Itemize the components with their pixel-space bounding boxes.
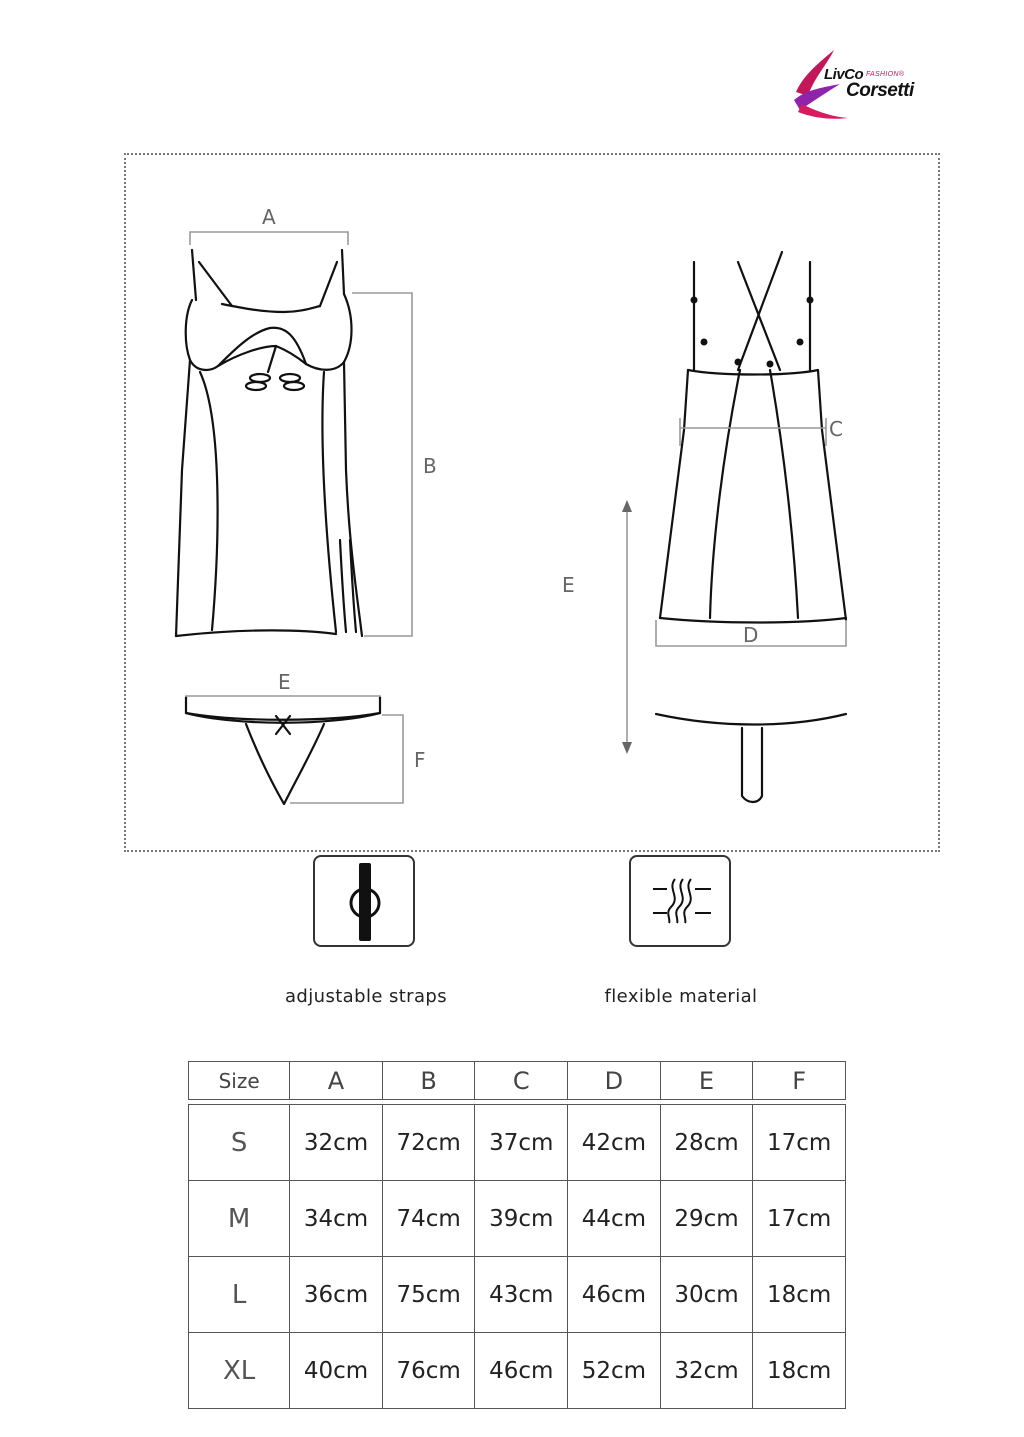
table-row: [189, 1257, 846, 1333]
value-cell: 18cm: [753, 1257, 846, 1333]
feature-label-flexible-material: flexible material: [604, 986, 758, 1007]
label-e-length: E: [562, 573, 575, 597]
size-chart-table: [188, 1061, 846, 1409]
value-cell: 28cm: [660, 1105, 753, 1181]
value-cell: 75cm: [382, 1257, 475, 1333]
label-b: B: [423, 454, 437, 478]
brand-tagline: FASHION®: [866, 71, 905, 78]
label-a: A: [262, 205, 276, 229]
value-cell: 17cm: [753, 1181, 846, 1257]
chemise-front-drawing: [176, 250, 362, 636]
brand-name-line1: LivCo: [824, 66, 864, 83]
value-cell: 46cm: [475, 1333, 568, 1409]
header-size: Size: [189, 1062, 290, 1100]
thong-drawing: [186, 697, 380, 804]
value-cell: 40cm: [290, 1333, 383, 1409]
value-cell: 18cm: [753, 1333, 846, 1409]
value-cell: 37cm: [475, 1105, 568, 1181]
value-cell: 17cm: [753, 1105, 846, 1181]
value-cell: 76cm: [382, 1333, 475, 1409]
label-c: C: [829, 417, 843, 441]
table-row: [189, 1181, 846, 1257]
value-cell: 42cm: [568, 1105, 661, 1181]
table-row: [189, 1105, 846, 1181]
table-row: [189, 1333, 846, 1409]
value-cell: 32cm: [290, 1105, 383, 1181]
value-cell: 36cm: [290, 1257, 383, 1333]
header-f: F: [753, 1062, 846, 1100]
size-cell: S: [189, 1105, 290, 1181]
value-cell: 46cm: [568, 1257, 661, 1333]
label-f: F: [414, 748, 426, 772]
chemise-back-drawing: [656, 252, 846, 802]
value-cell: 74cm: [382, 1181, 475, 1257]
brand-name-line2: Corsetti: [846, 80, 914, 101]
header-c: C: [475, 1062, 568, 1100]
size-cell: XL: [189, 1333, 290, 1409]
header-a: A: [290, 1062, 383, 1100]
value-cell: 72cm: [382, 1105, 475, 1181]
table-header-row: [189, 1062, 846, 1100]
value-cell: 30cm: [660, 1257, 753, 1333]
flexible-material-icon: [629, 855, 731, 947]
label-d: D: [743, 623, 759, 647]
adjustable-strap-icon: [313, 855, 415, 947]
value-cell: 32cm: [660, 1333, 753, 1409]
header-b: B: [382, 1062, 475, 1100]
value-cell: 44cm: [568, 1181, 661, 1257]
value-cell: 39cm: [475, 1181, 568, 1257]
feature-label-adjustable-straps: adjustable straps: [284, 986, 448, 1007]
size-cell: M: [189, 1181, 290, 1257]
value-cell: 52cm: [568, 1333, 661, 1409]
header-e: E: [660, 1062, 753, 1100]
label-e-thong: E: [278, 670, 291, 694]
value-cell: 43cm: [475, 1257, 568, 1333]
value-cell: 34cm: [290, 1181, 383, 1257]
header-d: D: [568, 1062, 661, 1100]
value-cell: 29cm: [660, 1181, 753, 1257]
size-cell: L: [189, 1257, 290, 1333]
